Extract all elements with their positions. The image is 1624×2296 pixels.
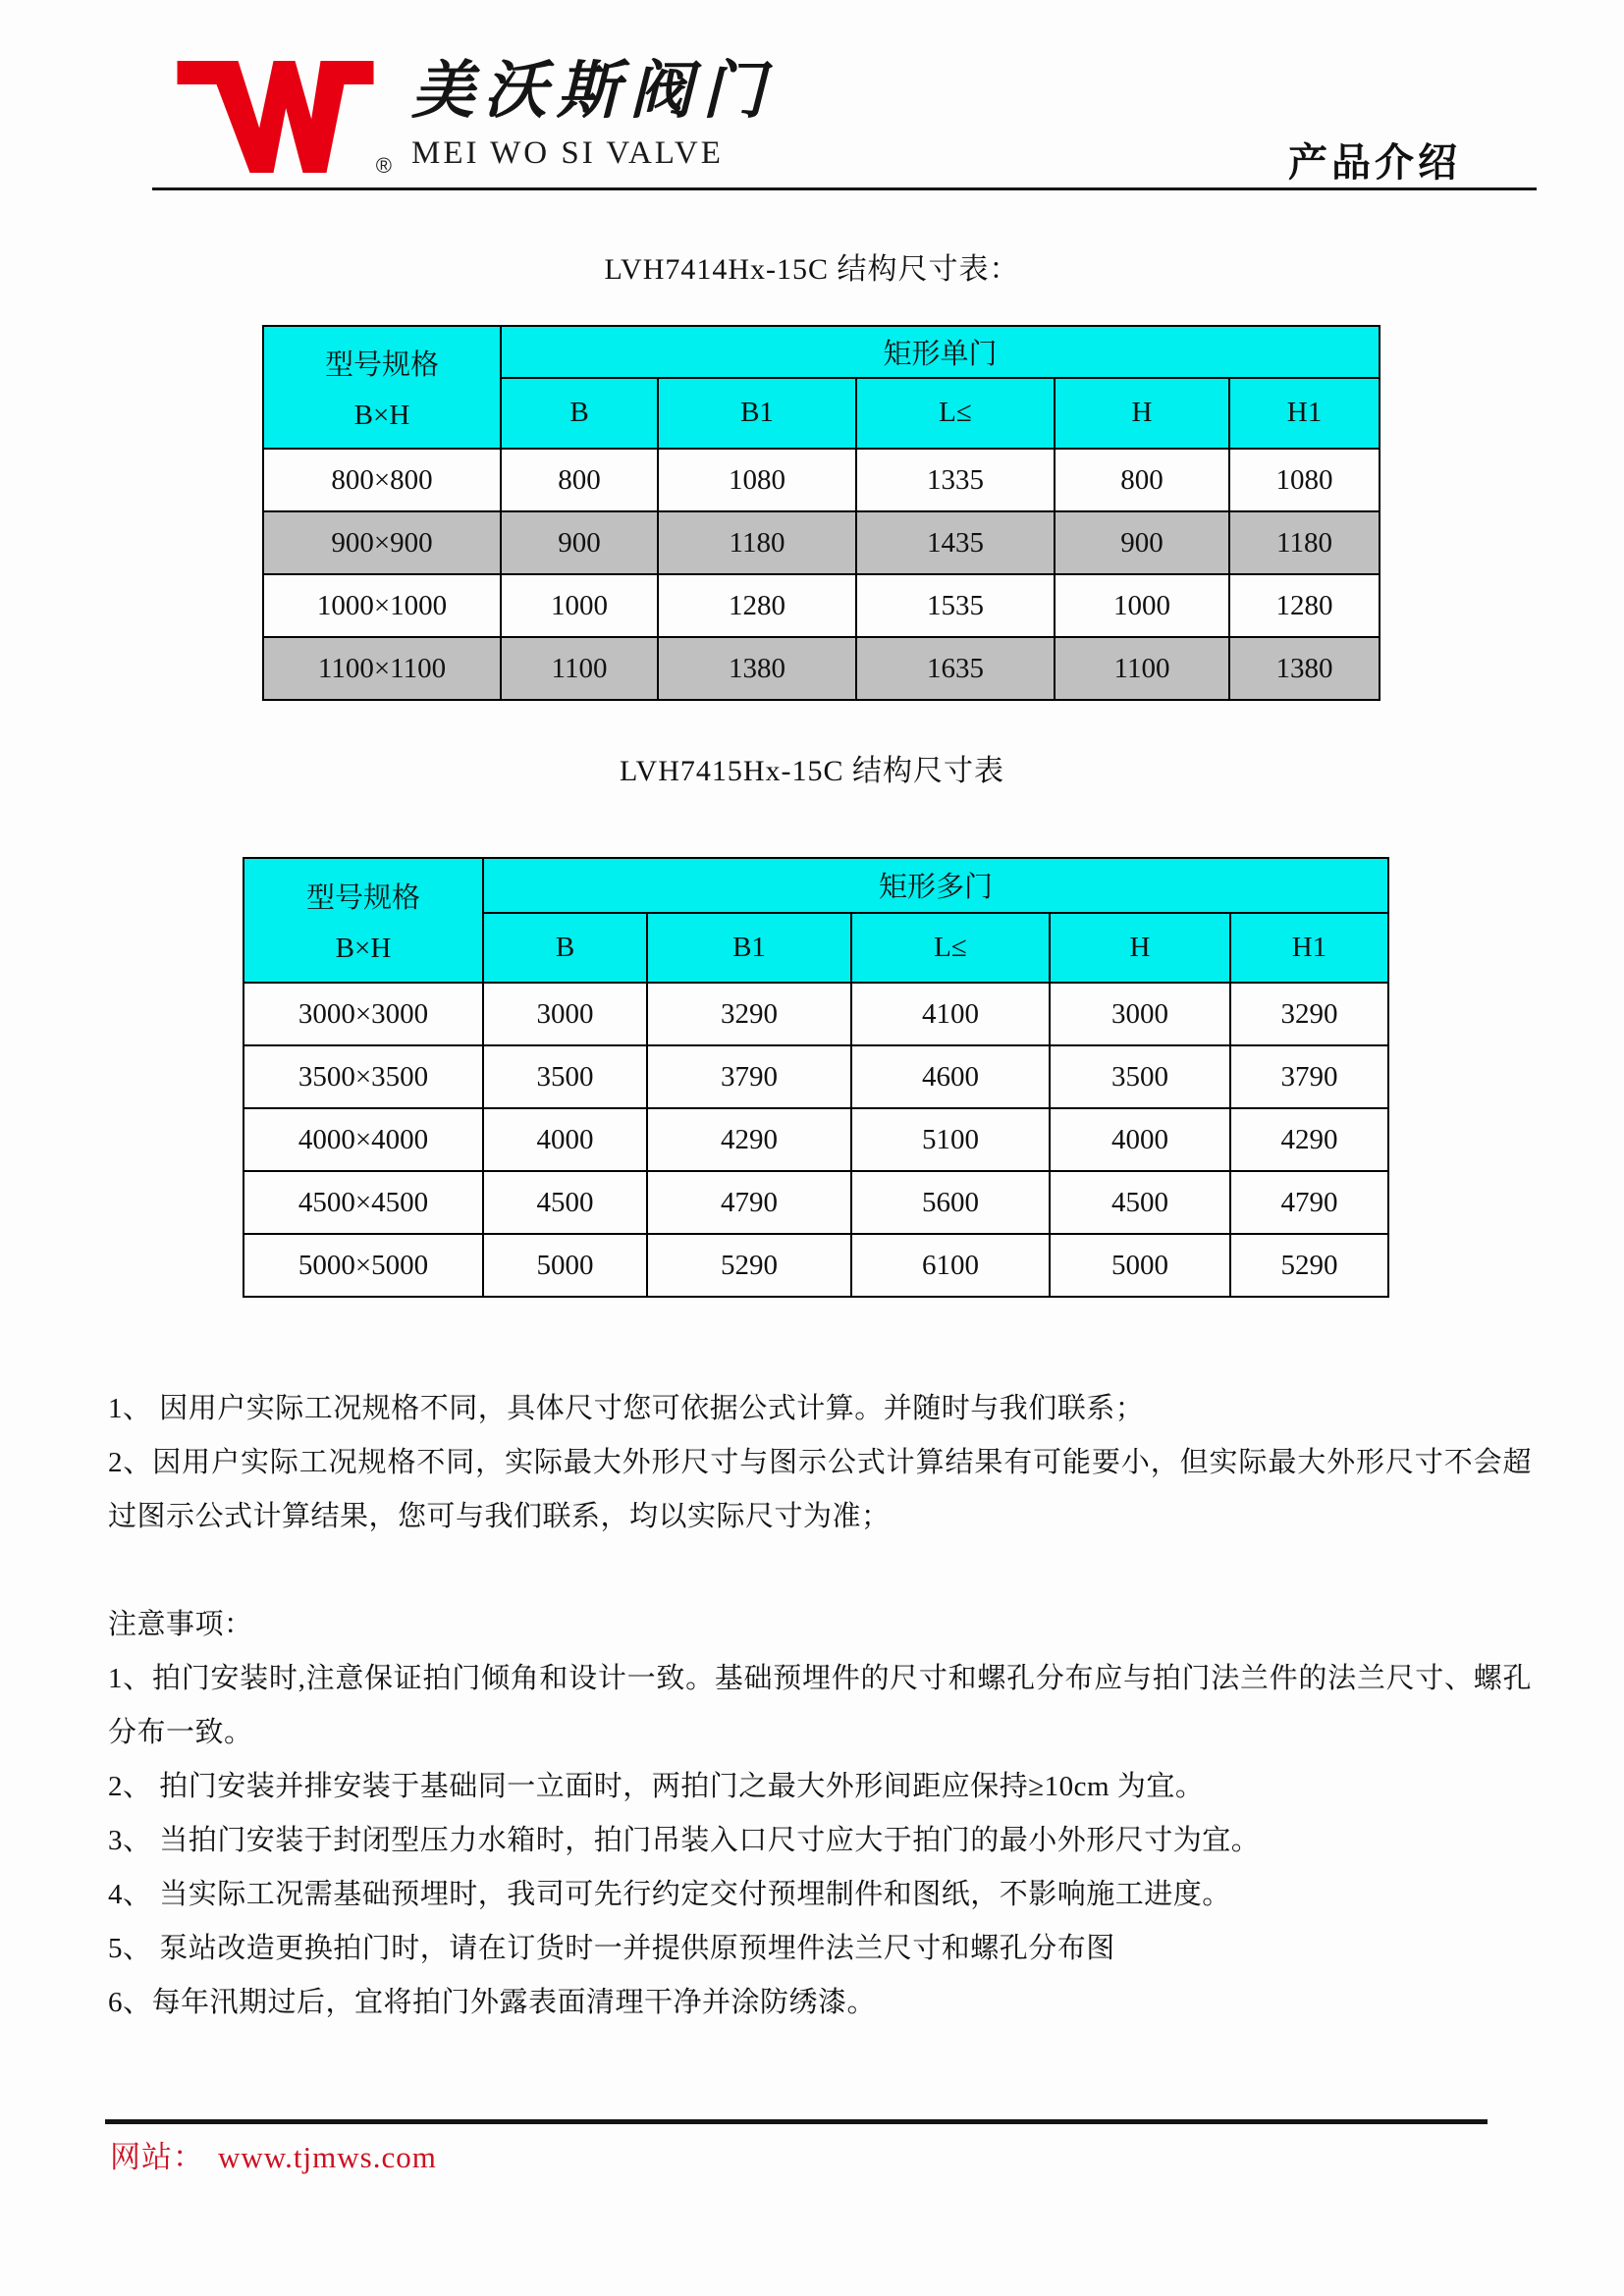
table1-value-cell-3-1: 1380 xyxy=(658,637,856,700)
website-label: 网站： xyxy=(110,2140,204,2174)
table2-spec-header-text xyxy=(244,859,482,982)
table2-title: LVH7415Hx-15C 结构尺寸表 xyxy=(619,755,1005,787)
table2-value-cell-2-3: 4000 xyxy=(1050,1108,1230,1171)
table2-value-cell-0-2: 4100 xyxy=(851,983,1050,1045)
caution-item-3: 4、 当实际工况需基础预埋时，我司可先行约定交付预埋制件和图纸，不影响施工进度。 xyxy=(108,1879,1231,1910)
registered-trademark-icon: ® xyxy=(375,153,392,178)
table2-spec-cell-2: 4000×4000 xyxy=(244,1108,483,1171)
table2-spec-cell-0: 3000×3000 xyxy=(244,983,483,1045)
table2-spec-header-line1: 型号规格 xyxy=(305,882,420,914)
table1-col-header-4: H1 xyxy=(1229,378,1380,449)
table1-col-header-2: L≤ xyxy=(856,378,1055,449)
table2-value-cell-3-4: 4790 xyxy=(1230,1171,1388,1234)
table1-spec-cell-2: 1000×1000 xyxy=(263,574,501,637)
table2-col-header-4: H1 xyxy=(1230,913,1388,983)
table2-data-row-0 xyxy=(244,983,1388,1045)
brand-w-logo-icon xyxy=(175,49,392,185)
table1-value-cell-0-4: 1080 xyxy=(1229,449,1380,511)
table1-spec-header-line1: 型号规格 xyxy=(324,349,439,382)
table1-col-header-3: H xyxy=(1055,378,1229,449)
table1-spec-cell-0: 800×800 xyxy=(263,449,501,511)
table1-spec-cell-1: 900×900 xyxy=(263,511,501,574)
page-section-label: 产品介绍 xyxy=(1288,140,1461,185)
table2-header-row-1 xyxy=(244,858,1388,913)
table2-value-cell-2-4: 4290 xyxy=(1230,1108,1388,1171)
table1-table xyxy=(262,325,1380,701)
table2-value-cell-0-3: 3000 xyxy=(1050,983,1230,1045)
brand-name-english: MEI WO SI VALVE xyxy=(411,135,724,171)
table1-value-cell-2-2: 1535 xyxy=(856,574,1055,637)
table1-structure-dimensions xyxy=(262,325,1380,701)
table1-value-cell-2-1: 1280 xyxy=(658,574,856,637)
table1-value-cell-2-3: 1000 xyxy=(1055,574,1229,637)
table1-spec-header-line2: B×H xyxy=(353,399,410,431)
table2-col-header-2: L≤ xyxy=(851,913,1050,983)
table1-value-cell-1-0: 900 xyxy=(501,511,658,574)
table1-value-cell-1-3: 900 xyxy=(1055,511,1229,574)
table1-value-cell-0-2: 1335 xyxy=(856,449,1055,511)
table2-spec-cell-3: 4500×4500 xyxy=(244,1171,483,1234)
cautions-list xyxy=(108,1652,1532,2030)
company-logo xyxy=(175,49,775,185)
caution-item-0: 1、拍门安装时,注意保证拍门倾角和设计一致。基础预埋件的尺寸和螺孔分布应与拍门法兰件的法兰尺寸、螺孔分布一致。 xyxy=(108,1663,1532,1748)
notes-list xyxy=(108,1382,1532,1544)
table1-value-cell-1-4: 1180 xyxy=(1229,511,1380,574)
table1-value-cell-0-3: 800 xyxy=(1055,449,1229,511)
table2-table xyxy=(243,857,1389,1298)
footer-divider xyxy=(105,2119,1488,2124)
brand-text-block xyxy=(411,49,775,173)
table1-data-row-0 xyxy=(263,449,1380,511)
table2-value-cell-1-2: 4600 xyxy=(851,1045,1050,1108)
table1-value-cell-1-1: 1180 xyxy=(658,511,856,574)
brand-name-chinese: 美沃斯阀门 xyxy=(411,56,775,126)
table1-data-row-2 xyxy=(263,574,1380,637)
caution-item-4: 5、 泵站改造更换拍门时，请在订货时一并提供原预埋件法兰尺寸和螺孔分布图 xyxy=(108,1933,1115,1964)
table2-value-cell-1-1: 3790 xyxy=(647,1045,851,1108)
table1-value-cell-2-0: 1000 xyxy=(501,574,658,637)
table1-value-cell-3-4: 1380 xyxy=(1229,637,1380,700)
table1-group-header-cell: 矩形单门 xyxy=(501,326,1380,378)
table2-value-cell-0-4: 3290 xyxy=(1230,983,1388,1045)
table2-value-cell-2-1: 4290 xyxy=(647,1108,851,1171)
table2-value-cell-4-4: 5290 xyxy=(1230,1234,1388,1297)
table2-group-header-cell: 矩形多门 xyxy=(483,858,1388,913)
table2-structure-dimensions xyxy=(243,857,1389,1298)
table1-value-cell-3-0: 1100 xyxy=(501,637,658,700)
table2-value-cell-4-3: 5000 xyxy=(1050,1234,1230,1297)
note-paragraph-0: 1、 因用户实际工况规格不同，具体尺寸您可依据公式计算。并随时与我们联系； xyxy=(108,1393,1145,1424)
table2-value-cell-2-2: 5100 xyxy=(851,1108,1050,1171)
table2-value-cell-3-1: 4790 xyxy=(647,1171,851,1234)
cautions-heading: 注意事项： xyxy=(108,1609,253,1640)
table2-data-row-3 xyxy=(244,1171,1388,1234)
table2-spec-header-line2: B×H xyxy=(335,933,392,964)
table1-spec-header-text xyxy=(264,327,500,448)
footer xyxy=(110,2132,437,2176)
table2-value-cell-3-3: 4500 xyxy=(1050,1171,1230,1234)
table2-value-cell-3-2: 5600 xyxy=(851,1171,1050,1234)
caution-item-1: 2、 拍门安装并排安装于基础同一立面时，两拍门之最大外形间距应保持≥10cm 为宜。 xyxy=(108,1771,1205,1802)
w-mark-icon xyxy=(175,49,376,175)
table2-spec-cell-4: 5000×5000 xyxy=(244,1234,483,1297)
table2-spec-cell-1: 3500×3500 xyxy=(244,1045,483,1108)
header-divider xyxy=(152,187,1537,190)
table1-value-cell-3-2: 1635 xyxy=(856,637,1055,700)
table1-value-cell-0-1: 1080 xyxy=(658,449,856,511)
table2-data-row-1 xyxy=(244,1045,1388,1108)
caution-item-2: 3、 当拍门安装于封闭型压力水箱时，拍门吊装入口尺寸应大于拍门的最小外形尺寸为宜。 xyxy=(108,1825,1261,1856)
table2-value-cell-4-1: 5290 xyxy=(647,1234,851,1297)
table2-value-cell-0-0: 3000 xyxy=(483,983,647,1045)
table2-value-cell-4-0: 5000 xyxy=(483,1234,647,1297)
table2-value-cell-3-0: 4500 xyxy=(483,1171,647,1234)
caution-item-5: 6、每年汛期过后，宜将拍门外露表面清理干净并涂防绣漆。 xyxy=(108,1987,877,2018)
table1-value-cell-1-2: 1435 xyxy=(856,511,1055,574)
table1-value-cell-2-4: 1280 xyxy=(1229,574,1380,637)
table2-col-header-3: H xyxy=(1050,913,1230,983)
table2-value-cell-1-0: 3500 xyxy=(483,1045,647,1108)
table2-spec-header-cell xyxy=(244,858,483,983)
notes-section xyxy=(108,1382,1532,2030)
table1-header-row-1 xyxy=(263,326,1380,378)
table2-data-row-4 xyxy=(244,1234,1388,1297)
table2-value-cell-1-3: 3500 xyxy=(1050,1045,1230,1108)
table1-title: LVH7414Hx-15C 结构尺寸表： xyxy=(604,253,1020,286)
table2-data-row-2 xyxy=(244,1108,1388,1171)
table2-col-header-1: B1 xyxy=(647,913,851,983)
website-url-link[interactable]: www.tjmws.com xyxy=(218,2140,437,2174)
table1-value-cell-3-3: 1100 xyxy=(1055,637,1229,700)
table1-col-header-1: B1 xyxy=(658,378,856,449)
table1-spec-header-cell xyxy=(263,326,501,449)
table1-spec-cell-3: 1100×1100 xyxy=(263,637,501,700)
table2-value-cell-0-1: 3290 xyxy=(647,983,851,1045)
note-paragraph-1: 2、因用户实际工况规格不同，实际最大外形尺寸与图示公式计算结果有可能要小，但实际最大外形尺寸不会超过图示公式计算结果，您可与我们联系，均以实际尺寸为准； xyxy=(108,1447,1532,1532)
table1-col-header-0: B xyxy=(501,378,658,449)
table2-value-cell-2-0: 4000 xyxy=(483,1108,647,1171)
table2-col-header-0: B xyxy=(483,913,647,983)
table2-value-cell-4-2: 6100 xyxy=(851,1234,1050,1297)
table1-data-row-1 xyxy=(263,511,1380,574)
table1-value-cell-0-0: 800 xyxy=(501,449,658,511)
table2-value-cell-1-4: 3790 xyxy=(1230,1045,1388,1108)
table1-data-row-3 xyxy=(263,637,1380,700)
